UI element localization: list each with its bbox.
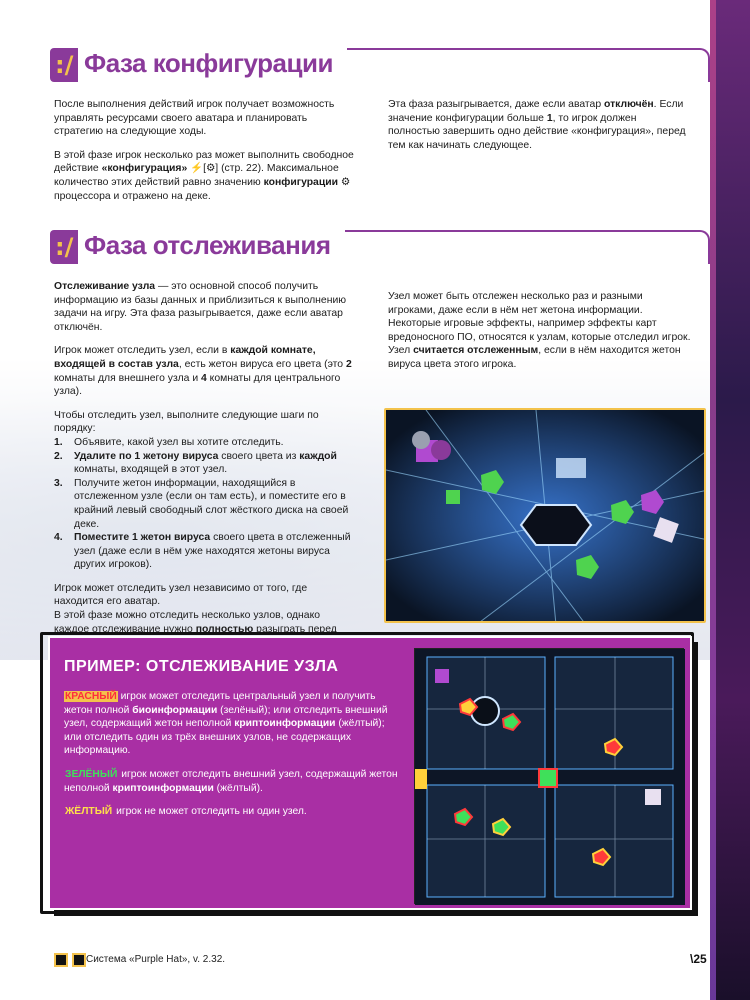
page-number: \25 — [690, 952, 707, 966]
section-header-configuration — [50, 48, 710, 84]
section-title: Фаза конфигурации — [78, 48, 347, 82]
paragraph: Эта фаза разыгрывается, даже если аватар отключён. Если значение конфигурации больше 1, то игрок должен полностью завершить одно действие «конфигурация», перед тем как начинать следующее. — [388, 99, 686, 151]
header-glyph: :/ — [55, 51, 74, 79]
steps-intro: Чтобы отследить узел, выполните следующие шаги по порядку: — [54, 409, 319, 435]
example-green: ЗЕЛЁНЫЙ игрок может отследить внешний узел, содержащий жетон неполной криптоинформации (жёлтый). — [64, 768, 398, 794]
game-board-illustration — [386, 410, 706, 623]
example-map-image — [414, 648, 684, 904]
game-board-image — [384, 408, 706, 623]
example-title: ПРИМЕР: ОТСЛЕЖИВАНИЕ УЗЛА — [64, 658, 339, 675]
list-item: 3. Получите жетон информации, находящийся в отслеженном узле (если он там есть), и поместите его в крайний левый свободный слот жёсткого диска на своей деке. — [54, 477, 349, 530]
paragraph: В этой фазе игрок несколько раз может выполнить свободное действие «конфигурация» ⚡[⚙] (стр. 22). Максимальное количество этих действий равно значению конфигурации ⚙ процессора и отражено на деке. — [54, 149, 354, 202]
paragraph: Узел может быть отслежен несколько раз и разными игроками, даже если в нём нет жетона информации. — [388, 291, 643, 316]
list-item: 2. Удалите по 1 жетону вируса своего цвета из каждой комнаты, входящей в этот узел. — [54, 450, 337, 476]
tracking-left-column — [54, 280, 354, 650]
example-text — [64, 690, 404, 829]
paragraph: В этой фазе можно отследить несколько узлов, однако каждое отслеживание нужно полностью разыграть перед — [54, 610, 337, 635]
paragraph: Некоторые игровые эффекты, например эффекты карт вредоносного ПО, относятся к узлам, которые отследил игрок. — [388, 318, 691, 343]
tracking-right-column — [388, 290, 693, 372]
decorative-right-strip — [710, 0, 750, 1000]
paragraph: Игрок может отследить узел, если в каждой комнате, входящей в состав узла, есть жетон вируса его цвета (это 2 комнаты для внешнего узла и 4 комнаты для центрального узла). — [54, 345, 352, 398]
paragraph: После выполнения действий игрок получает возможность управлять ресурсами своего аватара и планировать стратегию на следующие ходы. — [54, 99, 335, 138]
list-item: 1. Объявите, какой узел вы хотите отследить. — [54, 436, 284, 448]
example-yellow: ЖЁЛТЫЙ игрок не может отследить ни один узел. — [65, 806, 307, 818]
configuration-right-column — [388, 98, 688, 162]
example-box — [48, 636, 692, 910]
footer-logo-box — [72, 953, 86, 967]
header-glyph: :/ — [55, 233, 74, 261]
paragraph: Игрок может отследить узел независимо от того, где находится его аватар. — [54, 582, 308, 608]
example-map-illustration — [415, 649, 685, 905]
paragraph: Отслеживание узла — это основной способ получить информацию из базы данных и приблизиться к выполнению задачи на игру. Эта фаза разыгрывается, даже если аватар отключён. — [54, 281, 347, 333]
list-item: 4. Поместите 1 жетон вируса своего цвета в отслеженный узел (даже если в нём уже находятся жетоны вируса других игроков). — [54, 532, 351, 571]
section-title: Фаза отслеживания — [78, 230, 345, 264]
configuration-left-column — [54, 98, 354, 213]
footer-text: Система «Purple Hat», v. 2.32. — [86, 954, 226, 965]
example-red: КРАСНЫЙ игрок может отследить центральный узел и получить жетон полной биоинформации (зелёный); или отследить внешний узел, содержащий жетон неполной криптоинформации (жёлтый); или отследить один из трёх внешних узлов, не содержащих информацию. — [64, 691, 388, 757]
paragraph: Узел считается отслеженным, если в нём находится жетон вируса цвета этого игрока. — [388, 345, 681, 370]
section-header-tracking — [50, 230, 710, 266]
steps-list — [54, 436, 354, 572]
footer-logo-box — [54, 953, 68, 967]
